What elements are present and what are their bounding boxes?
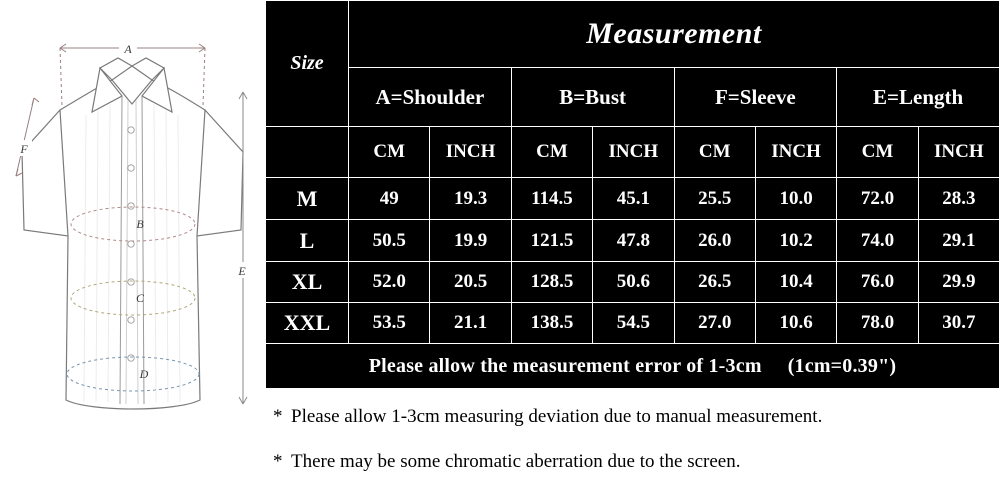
table-row	[266, 177, 1000, 219]
unit-bust-cm: CM	[511, 127, 592, 178]
cell-xl-shoulder-cm: 52.0	[349, 261, 430, 302]
measurement-error-note-conversion: (1cm=0.39")	[787, 354, 897, 377]
unit-sleeve-cm: CM	[674, 127, 755, 178]
measurement-error-note-text: Please allow the measurement error of 1-3cm	[368, 354, 762, 377]
label-hip: D	[139, 367, 149, 381]
shirt-diagram	[0, 0, 265, 483]
group-header-shoulder: A=Shoulder	[349, 68, 512, 127]
note-1-text: Please allow 1-3cm measuring deviation due to manual measurement.	[291, 406, 823, 427]
cell-xl-sleeve-inch: 10.4	[755, 261, 836, 302]
cell-l-sleeve-inch: 10.2	[755, 220, 836, 261]
cell-xl-length-inch: 29.9	[918, 261, 999, 302]
cell-xxl-length-cm: 78.0	[837, 303, 918, 344]
cell-m-sleeve-inch: 10.0	[755, 177, 836, 219]
row-size-xl: XL	[266, 261, 349, 302]
note-2-text: There may be some chromatic aberration due to the screen.	[291, 451, 741, 472]
unit-sleeve-inch: INCH	[755, 127, 836, 178]
cell-l-shoulder-inch: 19.9	[430, 220, 511, 261]
note-2-star: *	[273, 451, 283, 472]
cell-m-bust-cm: 114.5	[511, 177, 592, 219]
cell-l-length-inch: 29.1	[918, 220, 999, 261]
row-size-l: L	[266, 220, 349, 261]
cell-l-bust-cm: 121.5	[511, 220, 592, 261]
cell-xl-sleeve-cm: 26.5	[674, 261, 755, 302]
note-2	[273, 451, 740, 473]
label-waist: C	[135, 291, 145, 305]
bottom-notes	[265, 389, 1000, 483]
cell-xl-bust-inch: 50.6	[593, 261, 674, 302]
unit-length-inch: INCH	[918, 127, 999, 178]
group-header-length: E=Length	[837, 68, 1000, 127]
cell-m-shoulder-cm: 49	[349, 177, 430, 219]
cell-l-sleeve-cm: 26.0	[674, 220, 755, 261]
cell-m-bust-inch: 45.1	[593, 177, 674, 219]
measurement-error-note	[266, 344, 1000, 389]
cell-xl-length-cm: 76.0	[837, 261, 918, 302]
unit-shoulder-cm: CM	[349, 127, 430, 178]
measurement-table	[265, 0, 1000, 389]
shirt-diagram-svg	[0, 0, 265, 483]
note-1-star: *	[273, 406, 283, 427]
table-title-row	[266, 1, 1000, 68]
cell-xxl-shoulder-inch: 21.1	[430, 303, 511, 344]
measurement-table-container	[265, 0, 1000, 389]
cell-xl-bust-cm: 128.5	[511, 261, 592, 302]
unit-bust-inch: INCH	[593, 127, 674, 178]
label-sleeve: F	[20, 142, 28, 156]
table-row	[266, 303, 1000, 344]
table-row	[266, 220, 1000, 261]
cell-xxl-sleeve-cm: 27.0	[674, 303, 755, 344]
row-size-xxl: XXL	[266, 303, 349, 344]
label-bust: B	[136, 217, 144, 231]
unit-spacer	[266, 127, 349, 178]
cell-m-shoulder-inch: 19.3	[430, 177, 511, 219]
cell-l-shoulder-cm: 50.5	[349, 220, 430, 261]
table-footer-row	[266, 344, 1000, 389]
cell-m-length-cm: 72.0	[837, 177, 918, 219]
cell-xxl-bust-cm: 138.5	[511, 303, 592, 344]
cell-xxl-length-inch: 30.7	[918, 303, 999, 344]
group-header-sleeve: F=Sleeve	[674, 68, 837, 127]
cell-xl-shoulder-inch: 20.5	[430, 261, 511, 302]
cell-xxl-bust-inch: 54.5	[593, 303, 674, 344]
cell-l-bust-inch: 47.8	[593, 220, 674, 261]
group-header-row	[266, 68, 1000, 127]
note-1	[273, 406, 822, 428]
table-row	[266, 261, 1000, 302]
cell-m-length-inch: 28.3	[918, 177, 999, 219]
unit-length-cm: CM	[837, 127, 918, 178]
table-title: Measurement	[349, 1, 1000, 68]
cell-l-length-cm: 74.0	[837, 220, 918, 261]
group-header-bust: B=Bust	[511, 68, 674, 127]
cell-xxl-shoulder-cm: 53.5	[349, 303, 430, 344]
row-size-m: M	[266, 177, 349, 219]
cell-m-sleeve-cm: 25.5	[674, 177, 755, 219]
size-header: Size	[266, 1, 349, 127]
unit-header-row	[266, 127, 1000, 178]
cell-xxl-sleeve-inch: 10.6	[755, 303, 836, 344]
label-shoulder: A	[124, 42, 132, 56]
unit-shoulder-inch: INCH	[430, 127, 511, 178]
label-length: E	[238, 264, 246, 278]
